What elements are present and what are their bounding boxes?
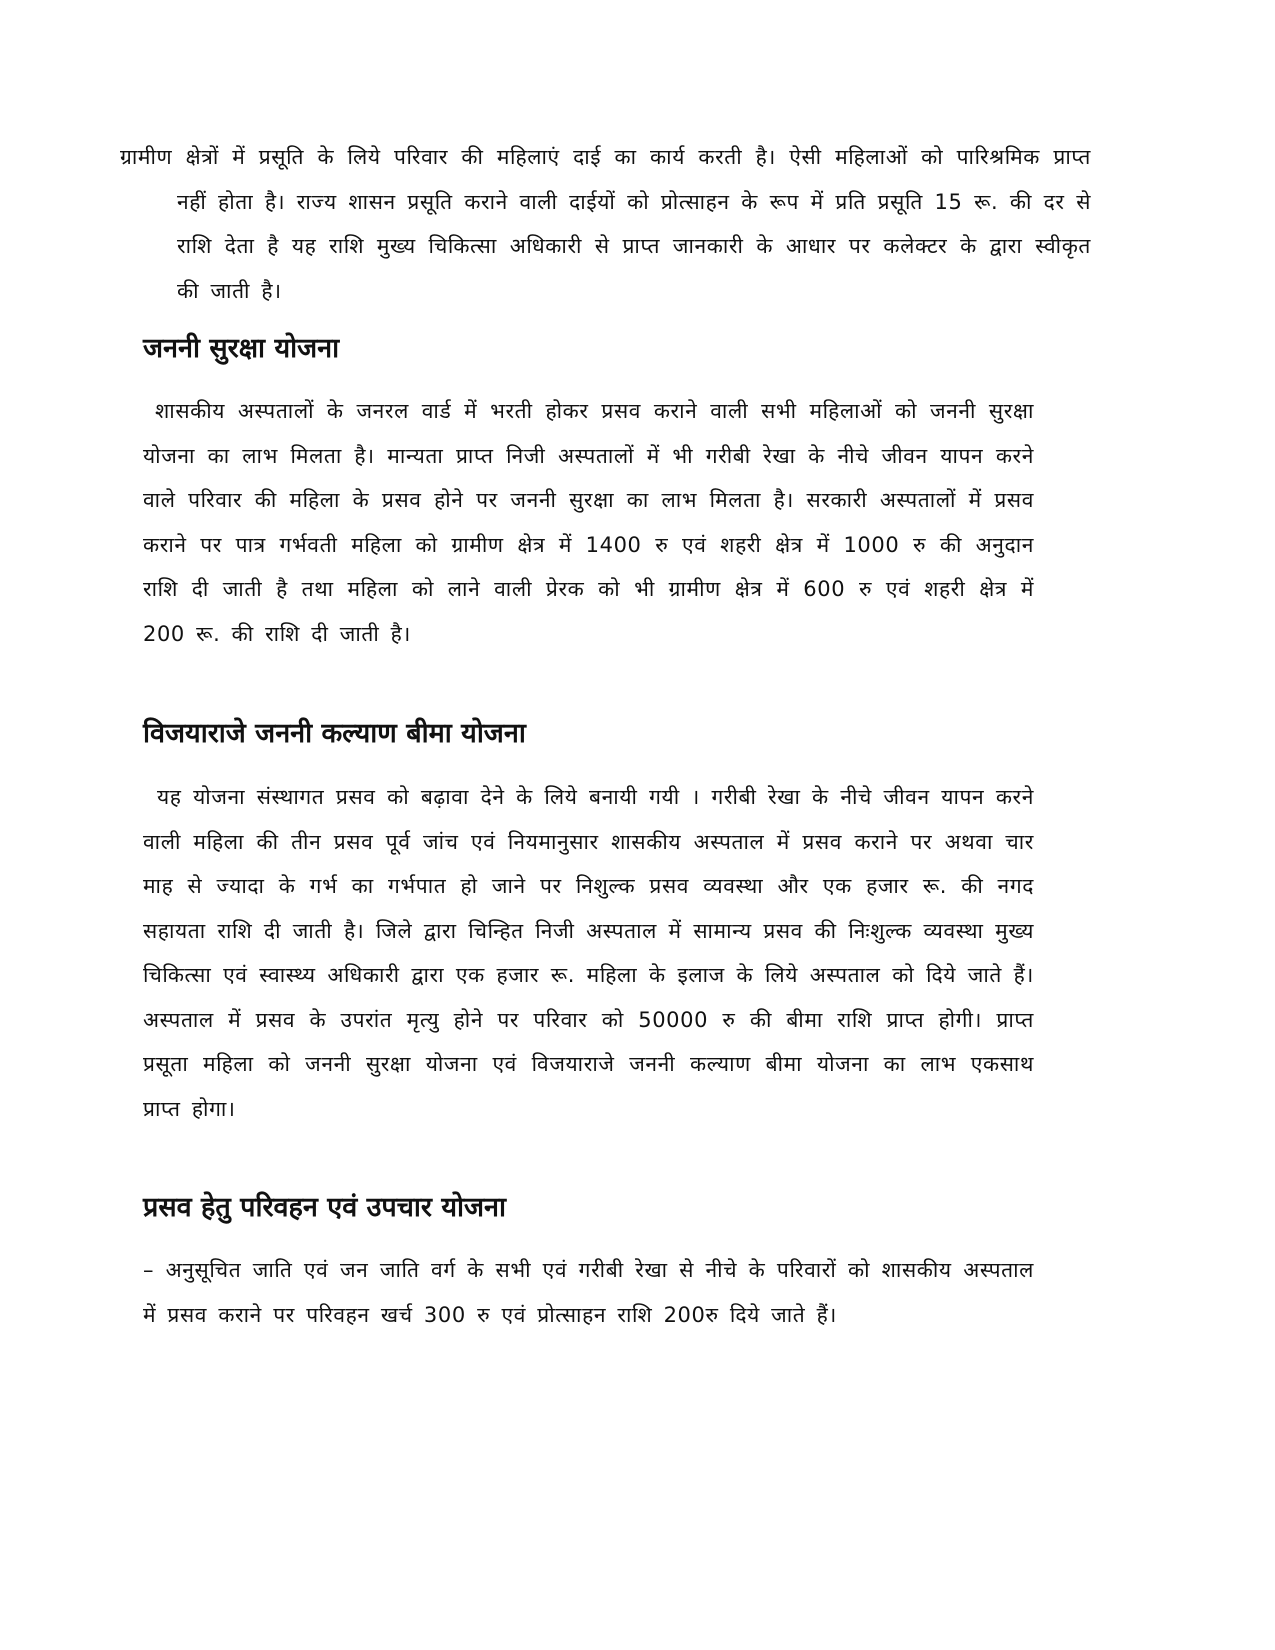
section-heading-vijayaraje-bima: विजयाराजे जननी कल्याण बीमा योजना xyxy=(143,718,526,749)
intro-paragraph: ग्रामीण क्षेत्रों में प्रसूति के लिये परिवार की महिलाएं दाई का कार्य करती है। ऐसी महिलाओं को पारिश्रमिक प्राप्त नहीं होता है। राज्य शासन प्रसूति कराने वाली दाईयों को प्रोत्साहन के रूप में प्रति प्रसूति 15 रू. की दर से राशि देता है यह राशि मुख्य चिकित्सा अधिकारी से प्राप्त जानकारी के आधार पर कलेक्टर के द्वारा स्वीकृत की जाती है। xyxy=(120,145,1091,303)
section-body-janani-suraksha: शासकीय अस्पतालों के जनरल वार्ड में भरती होकर प्रसव कराने वाली सभी महिलाओं को जननी सुरक्षा योजना का लाभ मिलता है। मान्यता प्राप्त निजी अस्पतालों में भी गरीबी रेखा के नीचे जीवन यापन करने वाले परिवार की महिला के प्रसव होने पर जननी सुरक्षा का लाभ मिलता है। सरकारी अस्पतालों में प्रसव कराने पर पात्र गर्भवती महिला को ग्रामीण क्षेत्र में 1400 रु एवं शहरी क्षेत्र में 1000 रु की अनुदान राशि दी जाती है तथा महिला को लाने वाली प्रेरक को भी ग्रामीण क्षेत्र में 600 रु एवं शहरी क्षेत्र में 200 रू. की राशि दी जाती है। xyxy=(143,399,1034,646)
section-body-parivahan-upchar: – अनुसूचित जाति एवं जन जाति वर्ग के सभी एवं गरीबी रेखा से नीचे के परिवारों को शासकीय अस्पताल में प्रसव कराने पर परिवहन खर्च 300 रु एवं प्रोत्साहन राशि 200रु दिये जाते हैं। xyxy=(143,1258,1034,1327)
section-heading-janani-suraksha: जननी सुरक्षा योजना xyxy=(143,333,340,364)
section-body-vijayaraje-bima: यह योजना संस्थागत प्रसव को बढ़ावा देने के लिये बनायी गयी । गरीबी रेखा के नीचे जीवन यापन करने वाली महिला की तीन प्रसव पूर्व जांच एवं नियमानुसार शासकीय अस्पताल में प्रसव कराने पर अथवा चार माह से ज्यादा के गर्भ का गर्भपात हो जाने पर निशुल्क प्रसव व्यवस्था और एक हजार रू. की नगद सहायता राशि दी जाती है। जिले द्वारा चिन्हित निजी अस्पताल में सामान्य प्रसव की निःशुल्क व्यवस्था मुख्य चिकित्सा एवं स्वास्थ्य अधिकारी द्वारा एक हजार रू. महिला के इलाज के लिये अस्पताल को दिये जाते हैं। अस्पताल में प्रसव के उपरांत मृत्यु होने पर परिवार को 50000 रु की बीमा राशि प्राप्त होगी। प्राप्त प्रसूता महिला को जननी सुरक्षा योजना एवं विजयाराजे जननी कल्याण बीमा योजना का लाभ एकसाथ प्राप्त होगा। xyxy=(143,785,1034,1121)
section-heading-parivahan-upchar: प्रसव हेतु परिवहन एवं उपचार योजना xyxy=(143,1192,506,1223)
